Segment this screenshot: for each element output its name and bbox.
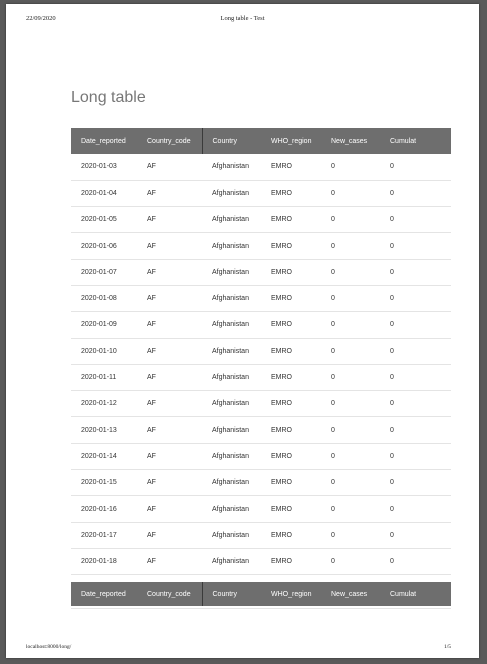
table-cell: AF [147,426,156,434]
table-cell: 2020-01-07 [81,268,117,276]
table-cell: 0 [331,268,335,276]
table-cell: 0 [390,426,394,434]
repeated-table-header [71,582,416,606]
table-cell: AF [147,216,156,224]
table-cell: Afghanistan [212,374,249,382]
table-cell: Afghanistan [212,163,249,171]
table-cell: EMRO [271,347,292,355]
table-cell: EMRO [271,531,292,539]
table-row [71,470,451,496]
table-cell: AF [147,452,156,460]
table-cell: EMRO [271,189,292,197]
table-cell: AF [147,268,156,276]
table-cell: 0 [390,321,394,329]
table-cell: 0 [331,242,335,250]
column-header-date-reported: Date_reported [81,137,126,145]
table-cell: Afghanistan [212,479,249,487]
table-cell: 2020-01-18 [81,558,117,566]
table-cell: 2020-01-14 [81,452,117,460]
table-cell: Afghanistan [212,598,249,606]
table-cell: 0 [331,558,335,566]
header-date: 22/09/2020 [26,15,56,22]
table-cell: Afghanistan [212,295,249,303]
table-row [71,522,451,548]
table-row [71,207,451,233]
table-cell: Afghanistan [212,400,249,408]
table-cell: 0 [331,189,335,197]
table-cell: EMRO [271,216,292,224]
table-cell: EMRO [271,374,292,382]
table-cell: EMRO [271,505,292,513]
table-cell: 0 [390,452,394,460]
table-cell: 2020-01-06 [81,242,117,250]
table-cell: Afghanistan [212,426,249,434]
footer-page-number: 1/5 [443,644,451,650]
table-row [71,154,451,180]
repeated-header-row [71,582,451,606]
table-row [71,391,451,417]
table-cell: AF [147,558,156,566]
table-cell: AF [147,374,156,382]
table-cell: 0 [331,163,335,171]
table-cell: EMRO [271,479,292,487]
table-cell: Afghanistan [212,321,249,329]
table-cell: 0 [331,531,335,539]
table-row [71,548,451,574]
table-cell: 2020-01-04 [81,189,117,197]
table-cell: 0 [331,295,335,303]
table-cell: 2020-01-15 [81,479,117,487]
table-cell: 0 [390,295,394,303]
table-cell: Afghanistan [212,452,249,460]
table-cell: Afghanistan [212,531,249,539]
table-cell: 0 [390,268,394,276]
table-cell: 2020-01-03 [81,163,117,171]
table-cell: Afghanistan [212,242,249,250]
table-cell: 0 [331,400,335,408]
table-header-row [71,128,451,154]
header-title: Long table - Test [220,15,265,22]
table-cell: Afghanistan [212,505,249,513]
table-cell: EMRO [271,321,292,329]
table-cell: EMRO [271,558,292,566]
table-row [71,496,451,522]
table-cell: AF [147,347,156,355]
table-cell: 0 [390,479,394,487]
table-cell: 0 [331,347,335,355]
column-header-cumulative: Cumulat [390,137,417,145]
table-header [71,128,451,154]
table-cell: 0 [390,598,394,606]
table-cell: 0 [390,374,394,382]
table-cell: 0 [331,479,335,487]
long-table-wrapper [71,128,416,583]
table-cell: Afghanistan [212,268,249,276]
document-title: Long table [71,89,146,106]
table-cell: 0 [390,531,394,539]
table-cell: Afghanistan [212,558,249,566]
document-page [6,4,479,658]
table-cell: 0 [331,374,335,382]
table-cell: AF [147,505,156,513]
table-row [71,259,451,285]
column-header-country: Country [212,590,238,598]
table-cell: 2020-01-05 [81,216,117,224]
table-cell: Afghanistan [212,189,249,197]
column-header-country-code: Country_code [137,582,202,606]
table-cell: EMRO [271,598,292,606]
table-cell: EMRO [271,163,292,171]
column-header-who-region: WHO_region [271,137,312,145]
table-row [71,417,451,443]
table-cell: AF [147,479,156,487]
table-cell: 0 [390,505,394,513]
table-row [71,443,451,469]
table-cell: AF [147,163,156,171]
table-cell: EMRO [271,268,292,276]
table-cell: AF [147,321,156,329]
table-cell: 2020-01-16 [81,505,117,513]
table-cell: 0 [390,163,394,171]
table-cell: 0 [331,321,335,329]
table-cell: 0 [390,189,394,197]
table-cell: 0 [390,216,394,224]
table-cell: 2020-01-19 [81,598,117,606]
column-header-country: Country [212,137,238,145]
table-cell: 2020-01-08 [81,295,117,303]
table-cell: AF [147,598,156,606]
table-cell: 0 [331,216,335,224]
table-cell: AF [147,400,156,408]
table-cell: 0 [390,558,394,566]
table-cell: EMRO [271,452,292,460]
long-table [71,128,451,575]
table-cell: 2020-01-09 [81,321,117,329]
table-cell: AF [147,242,156,250]
table-cell: 0 [390,347,394,355]
column-header-who-region: WHO_region [271,590,312,598]
table-cell: 0 [390,400,394,408]
table-cell: 2020-01-12 [81,400,117,408]
table-cell: 2020-01-11 [81,374,117,382]
table-row [71,180,451,206]
table-cell: Afghanistan [212,216,249,224]
column-header-new-cases: New_cases [331,590,368,598]
table-cell: 0 [331,426,335,434]
table-cell: 0 [331,505,335,513]
table-cell: AF [147,531,156,539]
column-header-country-code: Country_code [137,128,202,154]
column-header-cumulative: Cumulat [390,590,417,598]
repeated-header-table [71,582,451,606]
column-header-date-reported: Date_reported [81,590,126,598]
table-row [71,312,451,338]
table-cell: 0 [331,598,335,606]
table-cell: EMRO [271,426,292,434]
table-cell: 2020-01-17 [81,531,117,539]
table-cell: 0 [331,452,335,460]
table-cell: EMRO [271,400,292,408]
table-cell: 2020-01-13 [81,426,117,434]
footer-url: localhost:8000/long/ [26,644,72,650]
table-row [71,338,451,364]
table-body [71,154,451,575]
table-cell: EMRO [271,295,292,303]
table-row [71,285,451,311]
table-cell: 0 [390,242,394,250]
table-row [71,364,451,390]
table-cell: AF [147,189,156,197]
table-cell: Afghanistan [212,347,249,355]
table-cell: 2020-01-10 [81,347,117,355]
table-cell: AF [147,295,156,303]
column-header-new-cases: New_cases [331,137,368,145]
table-cell: EMRO [271,242,292,250]
table-row [71,233,451,259]
